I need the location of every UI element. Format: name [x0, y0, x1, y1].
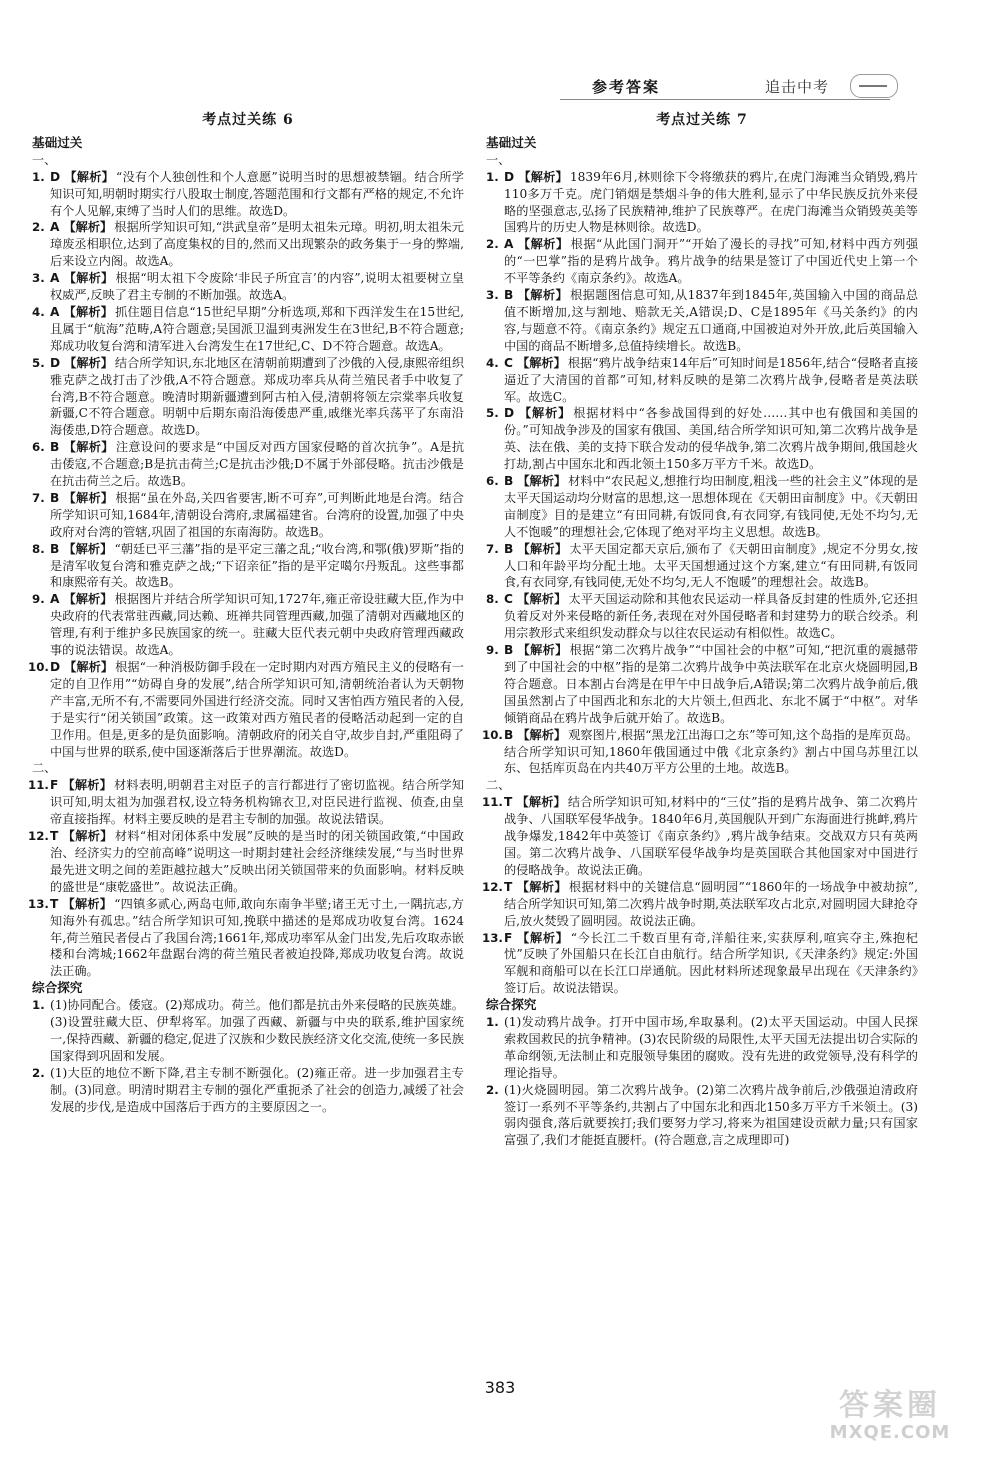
answer-item	[486, 1082, 918, 1150]
part-heading: 一、	[486, 152, 511, 167]
question-number: 10.	[482, 727, 503, 742]
answer-item	[486, 236, 918, 287]
question-number: 9.	[32, 592, 45, 607]
answer-item	[32, 541, 464, 592]
analysis-tag: 【解析】	[518, 406, 572, 421]
exercise-title: 考点过关练 7	[656, 112, 748, 128]
answer-item	[28, 896, 464, 981]
explanation-text: 根据“明太祖下令废除‘非民子所宜言’的内容”,说明太祖要树立皇权威严,反映了君主专制的不断加强。故选A。	[50, 271, 465, 303]
question-number: 8.	[486, 592, 499, 607]
explanation-text: 根据材料中的关键信息“圆明园”“1860年的一场战争中被劫掠”,结合所学知识可知,第二次鸦片战争时期,英法联军攻占北京,对圆明园大肆抢夺后,放火焚毁了圆明园。故说法正确。	[504, 879, 919, 928]
analysis-tag: 【解析】	[63, 592, 113, 607]
answer-item	[32, 591, 464, 659]
question-number: 12.	[482, 879, 503, 894]
question-number: 4.	[32, 304, 45, 319]
analysis-tag: 【解析】	[517, 643, 568, 658]
answer-item	[482, 930, 918, 998]
explanation-text: 根据“虽在外岛,关四省要害,断不可弃”,可判断此地是台湾。结合所学知识可知,1684年,清朝设台湾府,隶属福建省。台湾府的设置,加强了中央政府对台湾的管辖,巩固了祖国的东南海防。故选B。	[50, 490, 464, 539]
answer-letter: D	[504, 406, 515, 421]
answer-item	[486, 642, 918, 727]
analysis-tag: 【解析】	[64, 660, 114, 674]
explanation-text: 材料“相对闭体系中发展”反映的是当时的闭关锁国政策,“中国政治、经济实力的空前高峰”说明这一时期封建社会经济继续发展,“与当时世界最先进文明之间的差距越拉越大”反映出闭关锁国带来的负面影响。材料反映的盛世是“康乾盛世”。故说法正确。	[50, 829, 464, 894]
section-heading: 综合探究	[32, 980, 83, 996]
explanation-text: 太平天国定都天京后,颁布了《天朝田亩制度》,规定不分男女,按人口和年龄平均分配土地。太平天国想通过这个方案,建立“有田同耕,有饭同食,有衣同穿,有钱同使,无处不均匀,无人不饱暖”的理想社会。故选B。	[504, 541, 919, 590]
question-number: 11.	[482, 795, 503, 810]
explanation-text: 根据“鸦片战争结束14年后”可知时间是1856年,结合“侵略者直接逼近了大清国的首都”可知,材料反映的是第二次鸦片战争,侵略者是英法联军。故选C。	[504, 355, 919, 404]
analysis-tag: 【解析】	[63, 304, 114, 319]
page-header	[560, 72, 960, 104]
answer-list	[28, 169, 465, 761]
answer-item	[486, 591, 918, 642]
watermark-text: 答案圈	[839, 1388, 941, 1423]
question-number: 2.	[32, 1065, 45, 1080]
answer-letter: B	[504, 474, 514, 489]
answer-letter: C	[504, 355, 513, 370]
analysis-tag: 【解析】	[62, 778, 112, 793]
answer-item	[32, 997, 464, 1065]
question-number: 12.	[28, 829, 49, 844]
answer-item	[32, 169, 464, 220]
question-number: 9.	[486, 643, 499, 658]
answer-letter: C	[504, 592, 513, 607]
answer-item	[28, 777, 465, 828]
answer-letter: B	[50, 440, 60, 455]
question-number: 11.	[28, 778, 49, 793]
part-heading: 二、	[486, 778, 511, 793]
answer-letter: T	[50, 829, 59, 844]
answer-letter: A	[50, 220, 60, 235]
analysis-tag: 【解析】	[516, 795, 566, 810]
explanation-text: “四镇多贰心,两岛屯师,敢向东南争半壁;诸王无寸土,一隅抗志,方知海外有孤忠。”结合所学知识可知,挽联中描述的是郑成功收复台湾。1624年,荷兰殖民者侵占了我国台湾;1661年,郑成功率军从金门出发,先后攻取赤嵌楼和台湾城;1662年盘踞台湾的荷兰殖民者被迫投降,郑成功收复台湾。故说法正确。	[50, 896, 464, 979]
answer-letter: B	[50, 541, 60, 556]
answer-item	[32, 1065, 464, 1116]
answer-letter: F	[504, 930, 513, 945]
answer-letter: T	[504, 795, 513, 810]
answer-item	[32, 219, 464, 270]
question-number: 4.	[486, 355, 499, 370]
answer-item	[486, 355, 918, 406]
answer-letter: B	[504, 727, 514, 742]
analysis-tag: 【解析】	[516, 930, 569, 945]
explanation-text: 根据材料中“各参战国得到的好处……其中也有俄国和美国的份。”可知战争涉及的国家有俄国、美国,结合所学知识可知,第二次鸦片战争是英、法在俄、美的支持下联合发动的侵华战争,第二次鸦片战争期间,俄国趁火打劫,割占中国东北和西北领土150多万平方千米。故选D。	[504, 406, 919, 472]
analysis-tag: 【解析】	[62, 896, 113, 911]
explanation-text: 注意设问的要求是“中国反对西方国家侵略的首次抗争”。A是抗击倭寇,不合题意;B是抗击荷兰;C是抗击沙俄;D不属于外部侵略。抗击沙俄是在抗击荷兰之后。故选B。	[50, 440, 465, 489]
analysis-tag: 【解析】	[64, 355, 113, 370]
explanation-text: “没有个人独创性和个人意愿”说明当时的思想被禁锢。结合所学知识可知,明朝时期实行八股取士制度,答题范围和行文都有严格的规定,不允许有个人见解,束缚了当时人们的思维。故选D。	[50, 169, 464, 218]
right-column	[482, 112, 919, 1149]
answer-item	[32, 270, 464, 304]
answer-letter: D	[50, 660, 61, 674]
answer-letter: B	[50, 490, 60, 505]
page-number: 383	[484, 1378, 516, 1397]
question-number: 2.	[32, 220, 45, 235]
explanation-text: 结合所学知识,东北地区在清朝前期遭到了沙俄的入侵,康熙帝组织雅克萨之战打击了沙俄,A不符合题意。郑成功率兵从荷兰殖民者手中收复了台湾,B不符合题意。晚清时期新疆遭到阿古柏入侵,清朝将领左宗棠率兵收复新疆,C不符合题意。明朝中后期东南沿海倭患严重,戚继光率兵荡平了东南沿海倭患,D符合题意。故选D。	[50, 355, 465, 438]
answer-letter: B	[504, 541, 514, 556]
analysis-tag: 【解析】	[517, 541, 568, 556]
explanation-text: (1)火烧圆明园。第二次鸦片战争。(2)第二次鸦片战争前后,沙俄强迫清政府签订一系列不平等条约,共割占了中国东北和西北150多万平方千米领土。(3)弱肉强食,落后就要挨打;我们要努力学习,将来为祖国建设贡献力量;只有国家富强了,我们才能挺直腰杆。(符合题意,言之成理即可)	[504, 1082, 918, 1148]
analysis-tag: 【解析】	[63, 220, 113, 235]
analysis-tag: 【解析】	[63, 271, 114, 286]
exercise-title: 考点过关练 6	[202, 112, 294, 128]
watermark-url: MXQE.COM	[829, 1422, 951, 1443]
reference-answer-label: 参考答案	[592, 78, 661, 96]
part-heading: 二、	[32, 761, 57, 776]
answer-item	[482, 879, 919, 930]
explanation-text: 根据“一种消极防御手段在一定时期内对西方殖民主义的侵略有一定的自卫作用”“妨碍自身的发展”,结合所学知识可知,清朝统治者认为天朝物产丰富,无所不有,不需要同外国进行经济交流。同时又害怕西方殖民者的入侵,于是实行“闭关锁国”政策。这一政策对西方殖民者的侵略活动起到一定的自卫作用。但是,更多的是负面影响。清朝政府的闭关自守,故步自封,严重阻碍了中国与世界的联系,使中国逐渐落后于世界潮流。故选D。	[50, 660, 464, 759]
question-number: 5.	[32, 355, 45, 370]
section-heading: 综合探究	[486, 997, 537, 1013]
explanation-text: 结合所学知识可知,材料中的“三仗”指的是鸦片战争、第二次鸦片战争、八国联军侵华战争。1840年6月,英国舰队开到广东海面进行挑衅,鸦片战争爆发,1842年中英签订《南京条约》,鸦片战争结束。交战双方只有英两国。第二次鸦片战争、八国联军侵华战争均是英国联合其他国家对中国进行的侵略战争。故说法正确。	[504, 795, 918, 877]
question-number: 1.	[486, 1015, 499, 1030]
answer-item	[482, 794, 918, 879]
analysis-tag: 【解析】	[516, 355, 566, 370]
question-number: 3.	[32, 271, 45, 286]
answer-item	[482, 727, 919, 778]
answer-item	[486, 405, 918, 473]
left-column	[28, 112, 465, 1115]
answer-letter: D	[504, 169, 515, 184]
answer-list	[482, 794, 919, 997]
answer-item	[28, 828, 464, 896]
question-number: 7.	[486, 541, 499, 556]
explanation-text: 材料中“农民起义,想推行均田制度,粗浅一些的社会主义”体现的是太平天国运动均分财富的思想,这一思想体现在《天朝田亩制度》中。《天朝田亩制度》目的是建立“有田同耕,有饭同食,有衣同穿,有钱同使,无处不均匀,无人不饱暖”的理想社会,它体现了绝对平均主义思想。故选B。	[504, 474, 919, 539]
analysis-tag: 【解析】	[64, 169, 115, 184]
explanation-text: (1)发动鸦片战争。打开中国市场,牟取暴利。(2)太平天国运动。中国人民探索救国救民的抗争精神。(3)农民阶级的局限性,太平天国无法提出切合实际的革命纲领,无法制止和克服领导集团的腐败。没有先进的政党领导,没有科学的理论指导。	[504, 1015, 918, 1080]
explanation-text: 根据题图信息可知,从1837年到1845年,英国输入中国的商品总值不断增加,这与割地、赔款无关,A错误;D、C是1895年《马关条约》的内容,与题意不符。《南京条约》规定五口通商,中国被迫对外开放,此后英国输入中国的商品不断增多,总值持续增长。故选B。	[504, 288, 919, 353]
explanation-text: 根据图片并结合所学知识可知,1727年,雍正帝设驻藏大臣,作为中央政府的代表常驻西藏,同达赖、班禅共同管理西藏,加强了清朝对西藏地区的管理,有利于维护多民族国家的统一。驻藏大臣代表元朝中央政府管理西藏政事的说法错误。故选A。	[50, 592, 464, 658]
question-number: 1.	[32, 998, 45, 1013]
question-number: 5.	[486, 406, 499, 421]
answer-item	[32, 355, 464, 440]
analysis-tag: 【解析】	[517, 474, 567, 489]
explanation-text: 1839年6月,林则徐下令将缴获的鸦片,在虎门海滩当众销毁,鸦片110多万千克。虎门销烟是禁烟斗争的伟大胜利,显示了中华民族反抗外来侵略的坚强意志,弘扬了民族精神,维护了民族尊严。在虎门海滩当众销毁英美等国鸦片的历史人物是林则徐。故选D。	[504, 169, 918, 235]
question-number: 13.	[28, 896, 49, 911]
explanation-text: (1)大臣的地位不断下降,君主专制不断强化。(2)雍正帝。进一步加强君主专制。(3)同意。明清时期君主专制的强化严重扼杀了社会的创造力,减缓了社会发展的步伐,是造成中国落后于西方的主要原因之一。	[50, 1065, 464, 1114]
analysis-tag: 【解析】	[516, 879, 567, 894]
explanation-text: “朝廷已平三藩”指的是平定三藩之乱;“收台湾,和鄂(俄)罗斯”指的是清军收复台湾和雅克萨之战;“下诏亲征”指的是平定噶尔丹叛乱。这些事都和康熙帝有关。故选B。	[50, 541, 465, 590]
explanation-text: (1)协同配合。倭寇。(2)郑成功。荷兰。他们都是抗击外来侵略的民族英雄。(3)设置驻藏大臣、伊犁将军。加强了西藏、新疆与中央的联系,维护国家统一,保持西藏、新疆的稳定,促进了汉族和少数民族经济文化交流,使统一多民族国家得到巩固和发展。	[50, 998, 464, 1063]
explanation-text: 材料表明,明朝君主对臣子的言行都进行了密切监视。结合所学知识可知,明太祖为加强君权,设立特务机构锦衣卫,对臣民进行监视、侦查,由皇帝直接指挥。材料主要反映的是君主专制的加强。故说法错误。	[50, 778, 465, 827]
answer-list	[32, 997, 464, 1115]
analysis-tag: 【解析】	[517, 727, 567, 742]
explanation-text: 观察图片,根据“黑龙江出海口之东”等可知,这个岛指的是库页岛。结合所学知识可知,1860年俄国通过中俄《北京条约》割占中国乌苏里江以东、包括库页岛在内共40万平方公里的土地。故选B。	[504, 727, 919, 776]
answer-letter: A	[504, 237, 514, 252]
section-heading: 基础过关	[32, 134, 83, 150]
analysis-tag: 【解析】	[62, 829, 113, 844]
answer-item	[28, 659, 464, 760]
explanation-text: “今长江二千数百里有奇,洋船往来,实获厚利,喧宾夺主,殊抱杞忧”反映了外国船只在长江自由航行。结合所学知识,《天津条约》规定:外国军舰和商船可以在长江口岸通航。因此材料所述现象最早出现在《天津条约》签订后。故说法错误。	[504, 930, 918, 996]
series-logo-icon	[850, 74, 898, 98]
answer-item	[32, 439, 464, 490]
question-number: 13.	[482, 930, 503, 945]
part-heading: 一、	[32, 152, 57, 167]
header-rule	[560, 99, 890, 100]
question-number: 6.	[32, 440, 45, 455]
answer-letter: D	[50, 169, 61, 184]
question-number: 6.	[486, 474, 499, 489]
answer-letter: F	[50, 778, 59, 793]
answer-letter: A	[50, 271, 60, 286]
explanation-text: 根据“第二次鸦片战争”“中国社会的中枢”可知,“把沉重的震撼带到了中国社会的中枢”指的是第二次鸦片战争中英法联军在北京火烧圆明园,B符合题意。日本割占台湾是在甲午中日战争后,A错误;第二次鸦片战争前后,俄国虽然割占了中国西北和东北的大片领土,但西北、东北不属于“中枢”。对华倾销商品在鸦片战争后就开始了。故选B。	[504, 643, 919, 725]
answer-item	[486, 541, 918, 592]
explanation-text: 根据“从此国门洞开”“开始了漫长的寻找”可知,材料中西方列强的“一巴掌”指的是鸦片战争。鸦片战争的结果是签订了中国近代史上第一个不平等条约《南京条约》。故选A。	[504, 237, 919, 286]
explanation-text: 太平天国运动除和其他农民运动一样具备反封建的性质外,它还担负着反对外来侵略的新任务,表现在对外国侵略者和封建势力的联合绞杀。利用宗教形式来组织发动群众与以往农民运动有相似性。故选C。	[504, 592, 919, 641]
analysis-tag: 【解析】	[517, 237, 569, 252]
watermark-logo	[800, 1380, 980, 1448]
answer-list	[28, 777, 465, 980]
question-number: 1.	[486, 169, 499, 184]
answer-letter: B	[504, 643, 514, 658]
question-number: 3.	[486, 288, 499, 303]
answer-letter: T	[50, 896, 59, 911]
answer-list	[482, 169, 919, 778]
analysis-tag: 【解析】	[63, 541, 113, 556]
analysis-tag: 【解析】	[517, 288, 569, 303]
question-number: 1.	[32, 169, 45, 184]
question-number: 2.	[486, 237, 499, 252]
series-title: 追击中考	[765, 78, 830, 96]
answer-item	[486, 287, 918, 355]
answer-letter: T	[504, 879, 513, 894]
analysis-tag: 【解析】	[516, 592, 567, 607]
answer-item	[486, 169, 918, 237]
answer-letter: A	[50, 592, 60, 607]
explanation-text: 抓住题目信息“15世纪早期”分析选项,郑和下西洋发生在15世纪,且属于“航海”范畴,A符合题意;吴国派卫温到夷洲发生在3世纪,B不符合题意;郑成功收复台湾和清军进入台湾发生在17世纪,C、D不符合题意。故选A。	[50, 304, 464, 353]
question-number: 7.	[32, 490, 45, 505]
explanation-text: 根据所学知识可知,“洪武皇帝”是明太祖朱元璋。明初,明太祖朱元璋废丞相职位,达到了高度集权的目的,然而又出现繁杂的政务集于一身的弊端,后来设立内阁。故选A。	[50, 220, 464, 269]
answer-item	[486, 1014, 918, 1082]
analysis-tag: 【解析】	[518, 169, 568, 184]
answer-item	[32, 490, 464, 541]
question-number: 2.	[486, 1082, 499, 1097]
answer-letter: D	[50, 355, 61, 370]
question-number: 10.	[28, 660, 49, 674]
answer-list	[486, 1014, 918, 1149]
answer-letter: A	[50, 304, 60, 319]
analysis-tag: 【解析】	[63, 440, 114, 455]
answer-letter: B	[504, 288, 514, 303]
answer-item	[486, 473, 918, 541]
analysis-tag: 【解析】	[63, 490, 114, 505]
answer-item	[32, 304, 464, 355]
question-number: 8.	[32, 541, 45, 556]
section-heading: 基础过关	[486, 134, 537, 150]
